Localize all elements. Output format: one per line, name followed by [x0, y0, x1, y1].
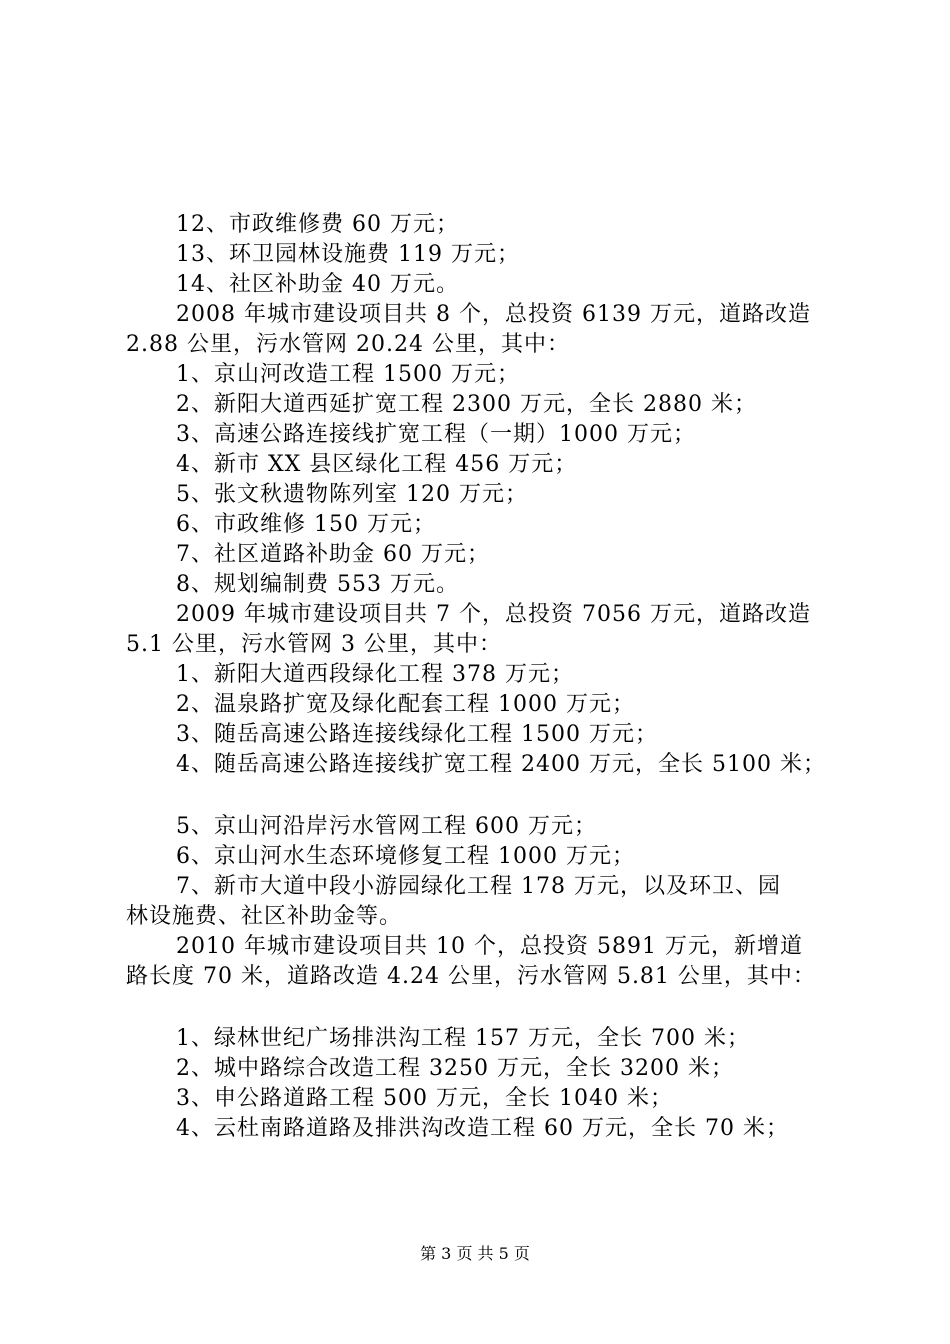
text-line: 6、市政维修 150 万元； [176, 512, 436, 537]
text-line: 7、社区道路补助金 60 万元； [176, 542, 490, 567]
text-line: 2、温泉路扩宽及绿化配套工程 1000 万元； [176, 692, 635, 717]
text-line: 4、随岳高速公路连接线扩宽工程 2400 万元，全长 5100 米； [176, 752, 826, 777]
text-line: 12、市政维修费 60 万元； [176, 212, 459, 237]
text-line: 3、随岳高速公路连接线绿化工程 1500 万元； [176, 722, 658, 747]
text-line: 4、云杜南路道路及排洪沟改造工程 60 万元，全长 70 米； [176, 1116, 789, 1141]
text-line: 8、规划编制费 553 万元。 [176, 572, 459, 597]
text-line: 2、城中路综合改造工程 3250 万元，全长 3200 米； [176, 1056, 734, 1081]
text-line: 路长度 70 米，道路改造 4.24 公里，污水管网 5.81 公里，其中： [126, 964, 816, 989]
text-line: 5.1 公里，污水管网 3 公里，其中： [126, 632, 502, 657]
text-line: 5、张文秋遗物陈列室 120 万元； [176, 482, 528, 507]
text-line: 5、京山河沿岸污水管网工程 600 万元； [176, 814, 597, 839]
text-line: 14、社区补助金 40 万元。 [176, 272, 459, 297]
text-line: 2.88 公里，污水管网 20.24 公里，其中： [126, 332, 570, 357]
text-line: 2010 年城市建设项目共 10 个，总投资 5891 万元，新增道 [176, 934, 803, 959]
text-line: 13、环卫园林设施费 119 万元； [176, 242, 520, 267]
text-line: 2、新阳大道西延扩宽工程 2300 万元，全长 2880 米； [176, 392, 757, 417]
text-line: 4、新市 XX 县区绿化工程 456 万元； [176, 452, 578, 477]
text-line: 1、新阳大道西段绿化工程 378 万元； [176, 662, 574, 687]
text-line: 林设施费、社区补助金等。 [126, 904, 403, 929]
text-line: 2008 年城市建设项目共 8 个，总投资 6139 万元，道路改造 [176, 302, 811, 327]
text-line: 1、京山河改造工程 1500 万元； [176, 362, 520, 387]
text-line: 6、京山河水生态环境修复工程 1000 万元； [176, 844, 635, 869]
text-line: 1、绿林世纪广场排洪沟工程 157 万元，全长 700 米； [176, 1026, 750, 1051]
page-number-footer: 第 3 页 共 5 页 [420, 1244, 530, 1263]
text-line: 7、新市大道中段小游园绿化工程 178 万元，以及环卫、园 [176, 874, 781, 899]
text-line: 2009 年城市建设项目共 7 个，总投资 7056 万元，道路改造 [176, 602, 811, 627]
text-line: 3、高速公路连接线扩宽工程（一期）1000 万元； [176, 422, 696, 447]
text-line: 3、申公路道路工程 500 万元，全长 1040 米； [176, 1086, 673, 1111]
